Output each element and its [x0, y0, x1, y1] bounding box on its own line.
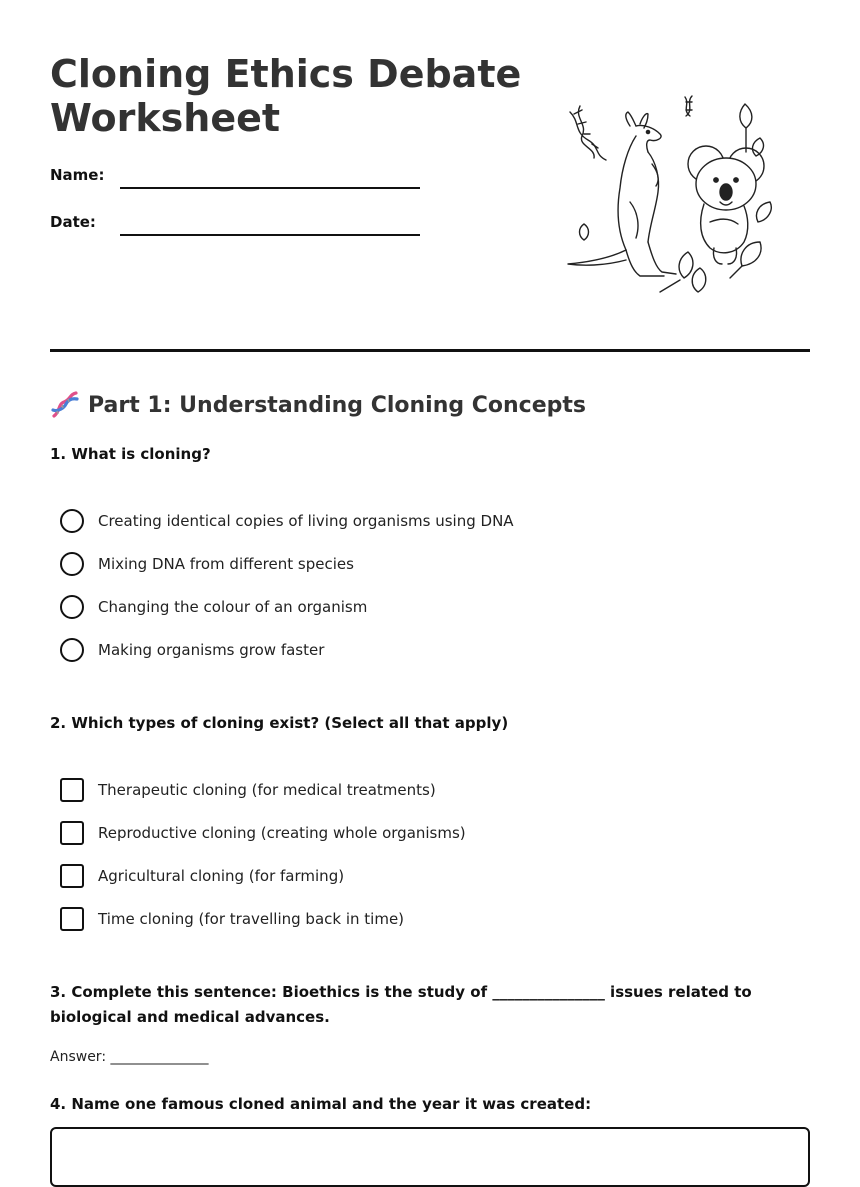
date-field[interactable]: [120, 234, 420, 236]
part1-heading-text: Part 1: Understanding Cloning Concepts: [88, 392, 587, 418]
option-label: Therapeutic cloning (for medical treatments): [98, 781, 436, 799]
date-label: Date:: [50, 213, 96, 231]
question-3: 3. Complete this sentence: Bioethics is the study of _______________ issues related to biological and medical advances.: [50, 983, 752, 1026]
option-label: Agricultural cloning (for farming): [98, 867, 345, 885]
q4-answer-box[interactable]: [50, 1127, 810, 1187]
question-1: 1. What is cloning?: [50, 445, 211, 463]
worksheet-page: [50, 0, 810, 1161]
question-4: 4. Name one famous cloned animal and the year it was created:: [50, 1095, 592, 1113]
q1-option-4[interactable]: [60, 637, 324, 663]
q2-option-2[interactable]: [60, 820, 466, 846]
option-label: Time cloning (for travelling back in time): [98, 910, 405, 928]
dna-strand-icon: [570, 106, 606, 160]
checkbox[interactable]: [60, 907, 84, 931]
q1-option-3[interactable]: [60, 594, 367, 620]
option-label: Reproductive cloning (creating whole organisms): [98, 824, 466, 842]
question-2: 2. Which types of cloning exist? (Select all that apply): [50, 714, 509, 732]
dna-icon: [50, 390, 80, 420]
koala-drawing: [688, 146, 764, 264]
option-label: Changing the colour of an organism: [98, 598, 368, 616]
q2-option-1[interactable]: [60, 777, 436, 803]
q3-answer-field[interactable]: Answer: ______________: [50, 1049, 209, 1065]
option-label: Creating identical copies of living organisms using DNA: [98, 512, 514, 530]
radio-button[interactable]: [60, 638, 84, 662]
q2-option-4[interactable]: [60, 906, 404, 932]
worksheet-title: Cloning Ethics Debate Worksheet: [50, 52, 522, 140]
name-label: Name:: [50, 166, 105, 184]
radio-button[interactable]: [60, 509, 84, 533]
name-field[interactable]: [120, 187, 420, 189]
option-label: Making organisms grow faster: [98, 641, 325, 659]
part1-heading: [50, 388, 586, 422]
q1-option-2[interactable]: [60, 551, 354, 577]
checkbox[interactable]: [60, 864, 84, 888]
small-dna-icon: [685, 96, 692, 116]
checkbox[interactable]: [60, 778, 84, 802]
option-label: Mixing DNA from different species: [98, 555, 354, 573]
q1-option-1[interactable]: [60, 508, 514, 534]
radio-button[interactable]: [60, 552, 84, 576]
kangaroo-koala-dna-illustration: [560, 92, 780, 297]
section-divider: [50, 349, 810, 352]
q2-option-3[interactable]: [60, 863, 344, 889]
checkbox[interactable]: [60, 821, 84, 845]
radio-button[interactable]: [60, 595, 84, 619]
